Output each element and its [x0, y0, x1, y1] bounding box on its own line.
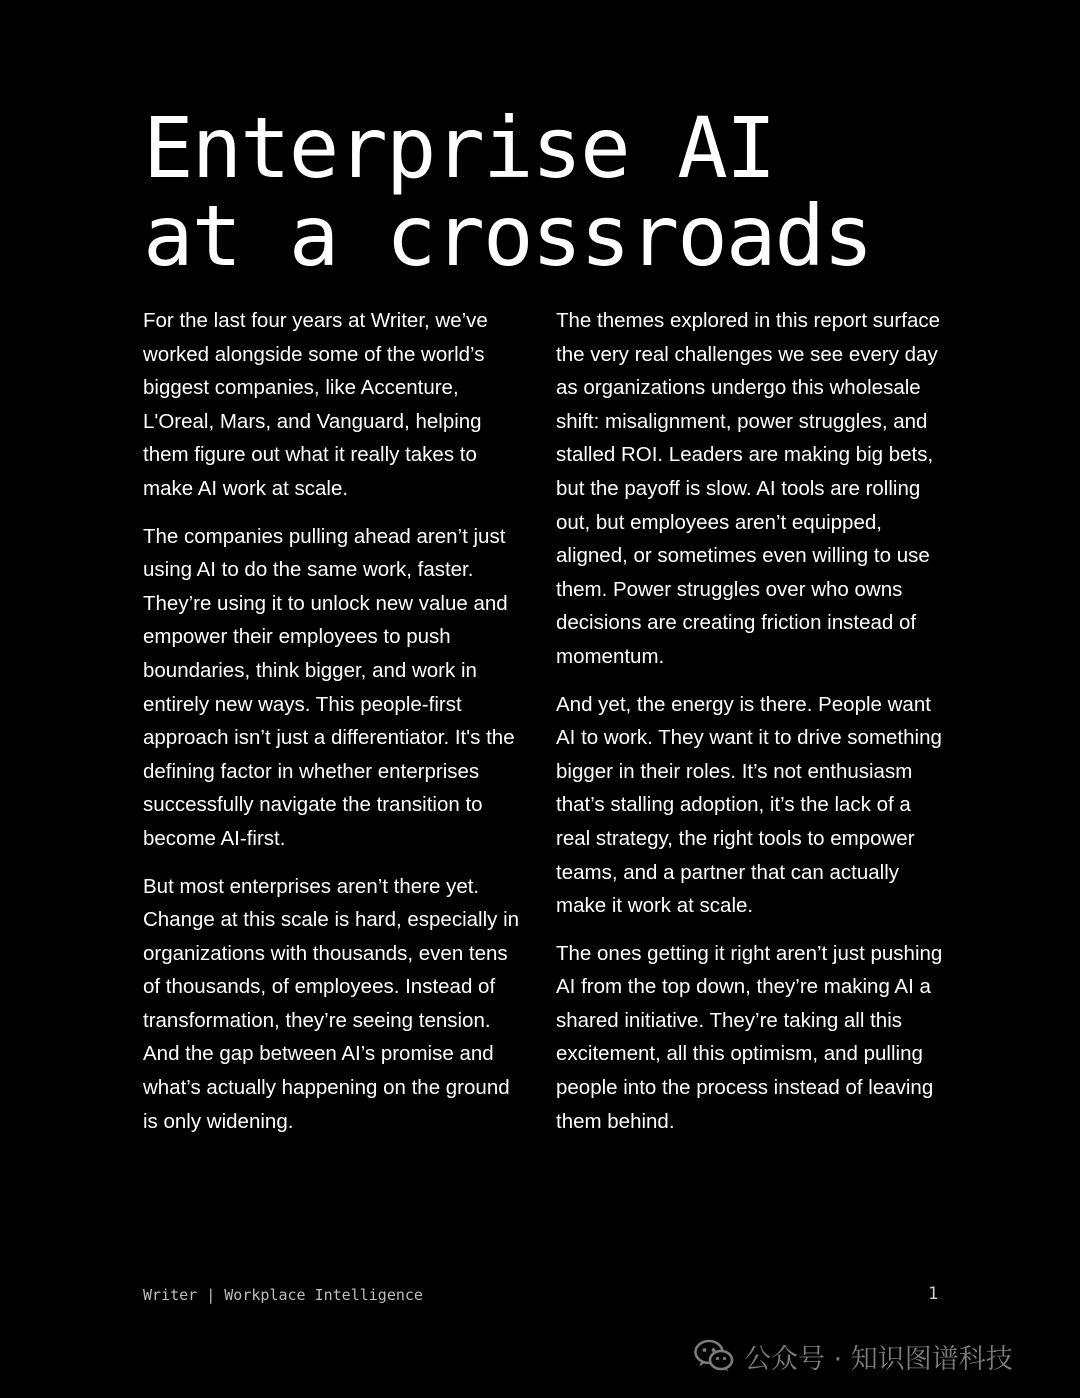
page-title — [143, 99, 963, 285]
page-number: 1 — [928, 1284, 939, 1304]
footer-source: Writer | Workplace Intelligence — [143, 1286, 423, 1304]
title-line-1: Enterprise AI — [143, 99, 775, 197]
watermark-text: 公众号 · 知识图谱科技 — [744, 1343, 1013, 1375]
right-column — [556, 304, 948, 1152]
left-column — [143, 304, 528, 1152]
paragraph: And yet, the energy is there. People want AI to work. They want it to drive something bigger in their roles. It’s not enthusiasm that’s stalling adoption, it’s the lack of a real strategy, the right tools to empower teams, and a partner that can actually make it work at scale. — [556, 692, 942, 918]
paragraph: The ones getting it right aren’t just pushing AI from the top down, they’re making AI a shared initiative. They’re taking all this excitement, all this optimism, and pulling people into the process instead of leaving them behind. — [556, 941, 943, 1133]
watermark — [694, 1336, 1013, 1376]
paragraph: The themes explored in this report surface the very real challenges we see every day as organizations undergo this wholesale shift: misalignment, power struggles, and stalled ROI. Leaders are making big bets, but the payoff is slow. AI tools are rolling out, but employees aren’t equipped, aligned, or sometimes even willing to use them. Power struggles over who owns decisions are creating friction instead of momentum. — [556, 309, 940, 668]
paragraph: The companies pulling ahead aren’t just using AI to do the same work, faster. They’re using it to unlock new value and empower their employees to push boundaries, think bigger, and work in entirely new ways. This people-first approach isn’t just a differentiator. It's the defining factor in whether enterprises successfully navigate the transition to become AI-first. — [143, 524, 515, 850]
paragraph: But most enterprises aren’t there yet. Change at this scale is hard, especially in organizations with thousands, even tens of thousands, of employees. Instead of transformation, they’re seeing tension. And the gap between AI’s promise and what’s actually happening on the ground is only widening. — [143, 874, 520, 1133]
title-line-2: at a crossroads — [143, 187, 872, 285]
paragraph: For the last four years at Writer, we’ve worked alongside some of the world’s biggest companies, like Accenture, L'Oreal, Mars, and Vanguard, helping them figure out what it really takes to make AI work at scale. — [143, 309, 488, 500]
wechat-icon — [694, 1339, 734, 1373]
